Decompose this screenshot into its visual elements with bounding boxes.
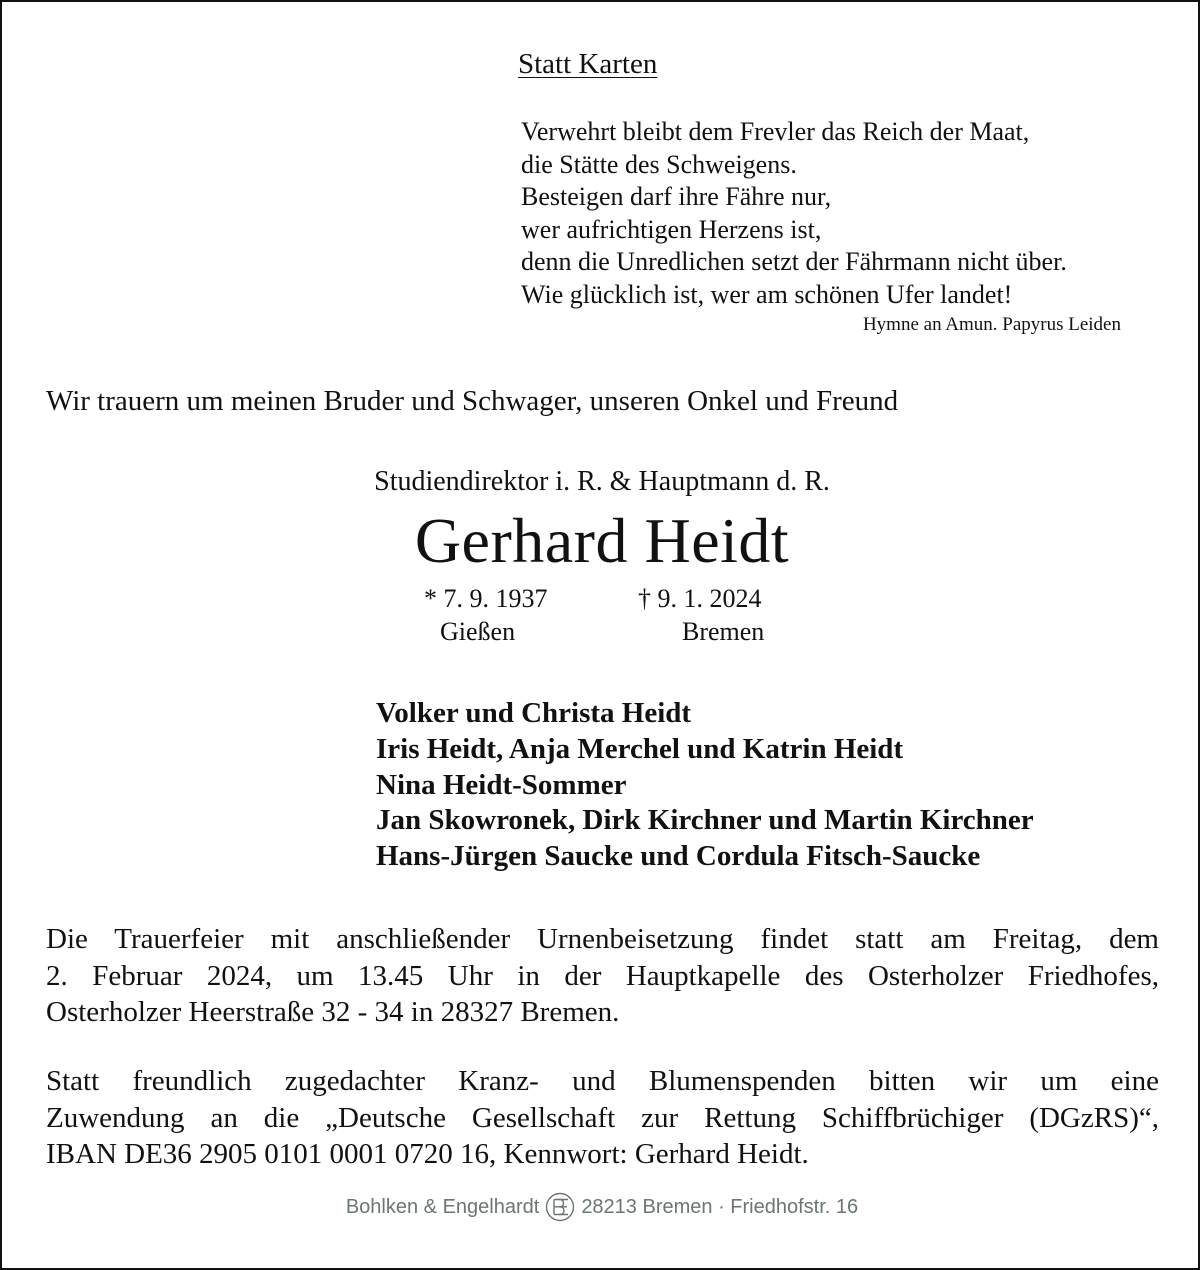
mourner: Iris Heidt, Anja Merchel und Katrin Heidt bbox=[376, 732, 904, 765]
death-date: † 9. 1. 2024 bbox=[638, 584, 762, 613]
deceased-name: Gerhard Heidt bbox=[414, 505, 790, 576]
funeral-home-footer bbox=[2, 1192, 1200, 1222]
donation-paragraph bbox=[46, 1063, 1159, 1173]
funeral-home-name: Bohlken & Engelhardt bbox=[345, 1195, 540, 1218]
poem-line: Verwehrt bleibt dem Frevler das Reich der Maat, bbox=[521, 117, 1030, 146]
mourners-list bbox=[376, 696, 1034, 875]
birth-date: * 7. 9. 1937 bbox=[424, 584, 548, 613]
funeral-line: Osterholzer Heerstraße 32 - 34 in 28327 Bremen. bbox=[46, 996, 620, 1028]
poem-line: Besteigen darf ihre Fähre nur, bbox=[521, 182, 832, 211]
birth-place: Gießen bbox=[440, 617, 516, 646]
funeral-home-address: 28213 Bremen · Friedhofstr. 16 bbox=[581, 1195, 859, 1218]
poem bbox=[521, 116, 1067, 311]
funeral-paragraph bbox=[46, 921, 1159, 1031]
header-statt-karten: Statt Karten bbox=[518, 48, 658, 80]
mourner: Jan Skowronek, Dirk Kirchner und Martin Kirchner bbox=[376, 804, 1034, 837]
mourner: Volker und Christa Heidt bbox=[376, 697, 692, 729]
funeral-line: 2. Februar 2024, um 13.45 Uhr in der Hauptkapelle des Osterholzer Friedhofes, bbox=[46, 959, 1159, 992]
funeral-line: Die Trauerfeier mit anschließender Urnenbeisetzung findet statt am Freitag, dem bbox=[46, 923, 1159, 955]
intro-text: Wir trauern um meinen Bruder und Schwager, unseren Onkel und Freund bbox=[46, 385, 899, 417]
poem-line: Wie glücklich ist, wer am schönen Ufer landet! bbox=[521, 279, 1013, 309]
donation-line: IBAN DE36 2905 0101 0001 0720 16, Kennwort: Gerhard Heidt. bbox=[46, 1138, 809, 1170]
death-place: Bremen bbox=[682, 617, 765, 646]
poem-line: die Stätte des Schweigens. bbox=[521, 149, 797, 179]
donation-line: Statt freundlich zugedachter Kranz- und Blumenspenden bitten wir um eine bbox=[46, 1065, 1159, 1097]
poem-line: wer aufrichtigen Herzens ist, bbox=[521, 214, 822, 244]
poem-line: denn die Unredlichen setzt der Fährmann nicht über. bbox=[521, 247, 1067, 276]
mourner: Hans-Jürgen Saucke und Cordula Fitsch-Saucke bbox=[376, 840, 981, 873]
mourner: Nina Heidt-Sommer bbox=[376, 768, 627, 801]
be-monogram-icon bbox=[545, 1192, 575, 1222]
donation-line: Zuwendung an die „Deutsche Gesellschaft zur Rettung Schiffbrüchiger (DGzRS)“, bbox=[46, 1101, 1159, 1134]
deceased-title: Studiendirektor i. R. & Hauptmann d. R. bbox=[374, 466, 830, 497]
poem-source: Hymne an Amun. Papyrus Leiden bbox=[862, 314, 1121, 335]
